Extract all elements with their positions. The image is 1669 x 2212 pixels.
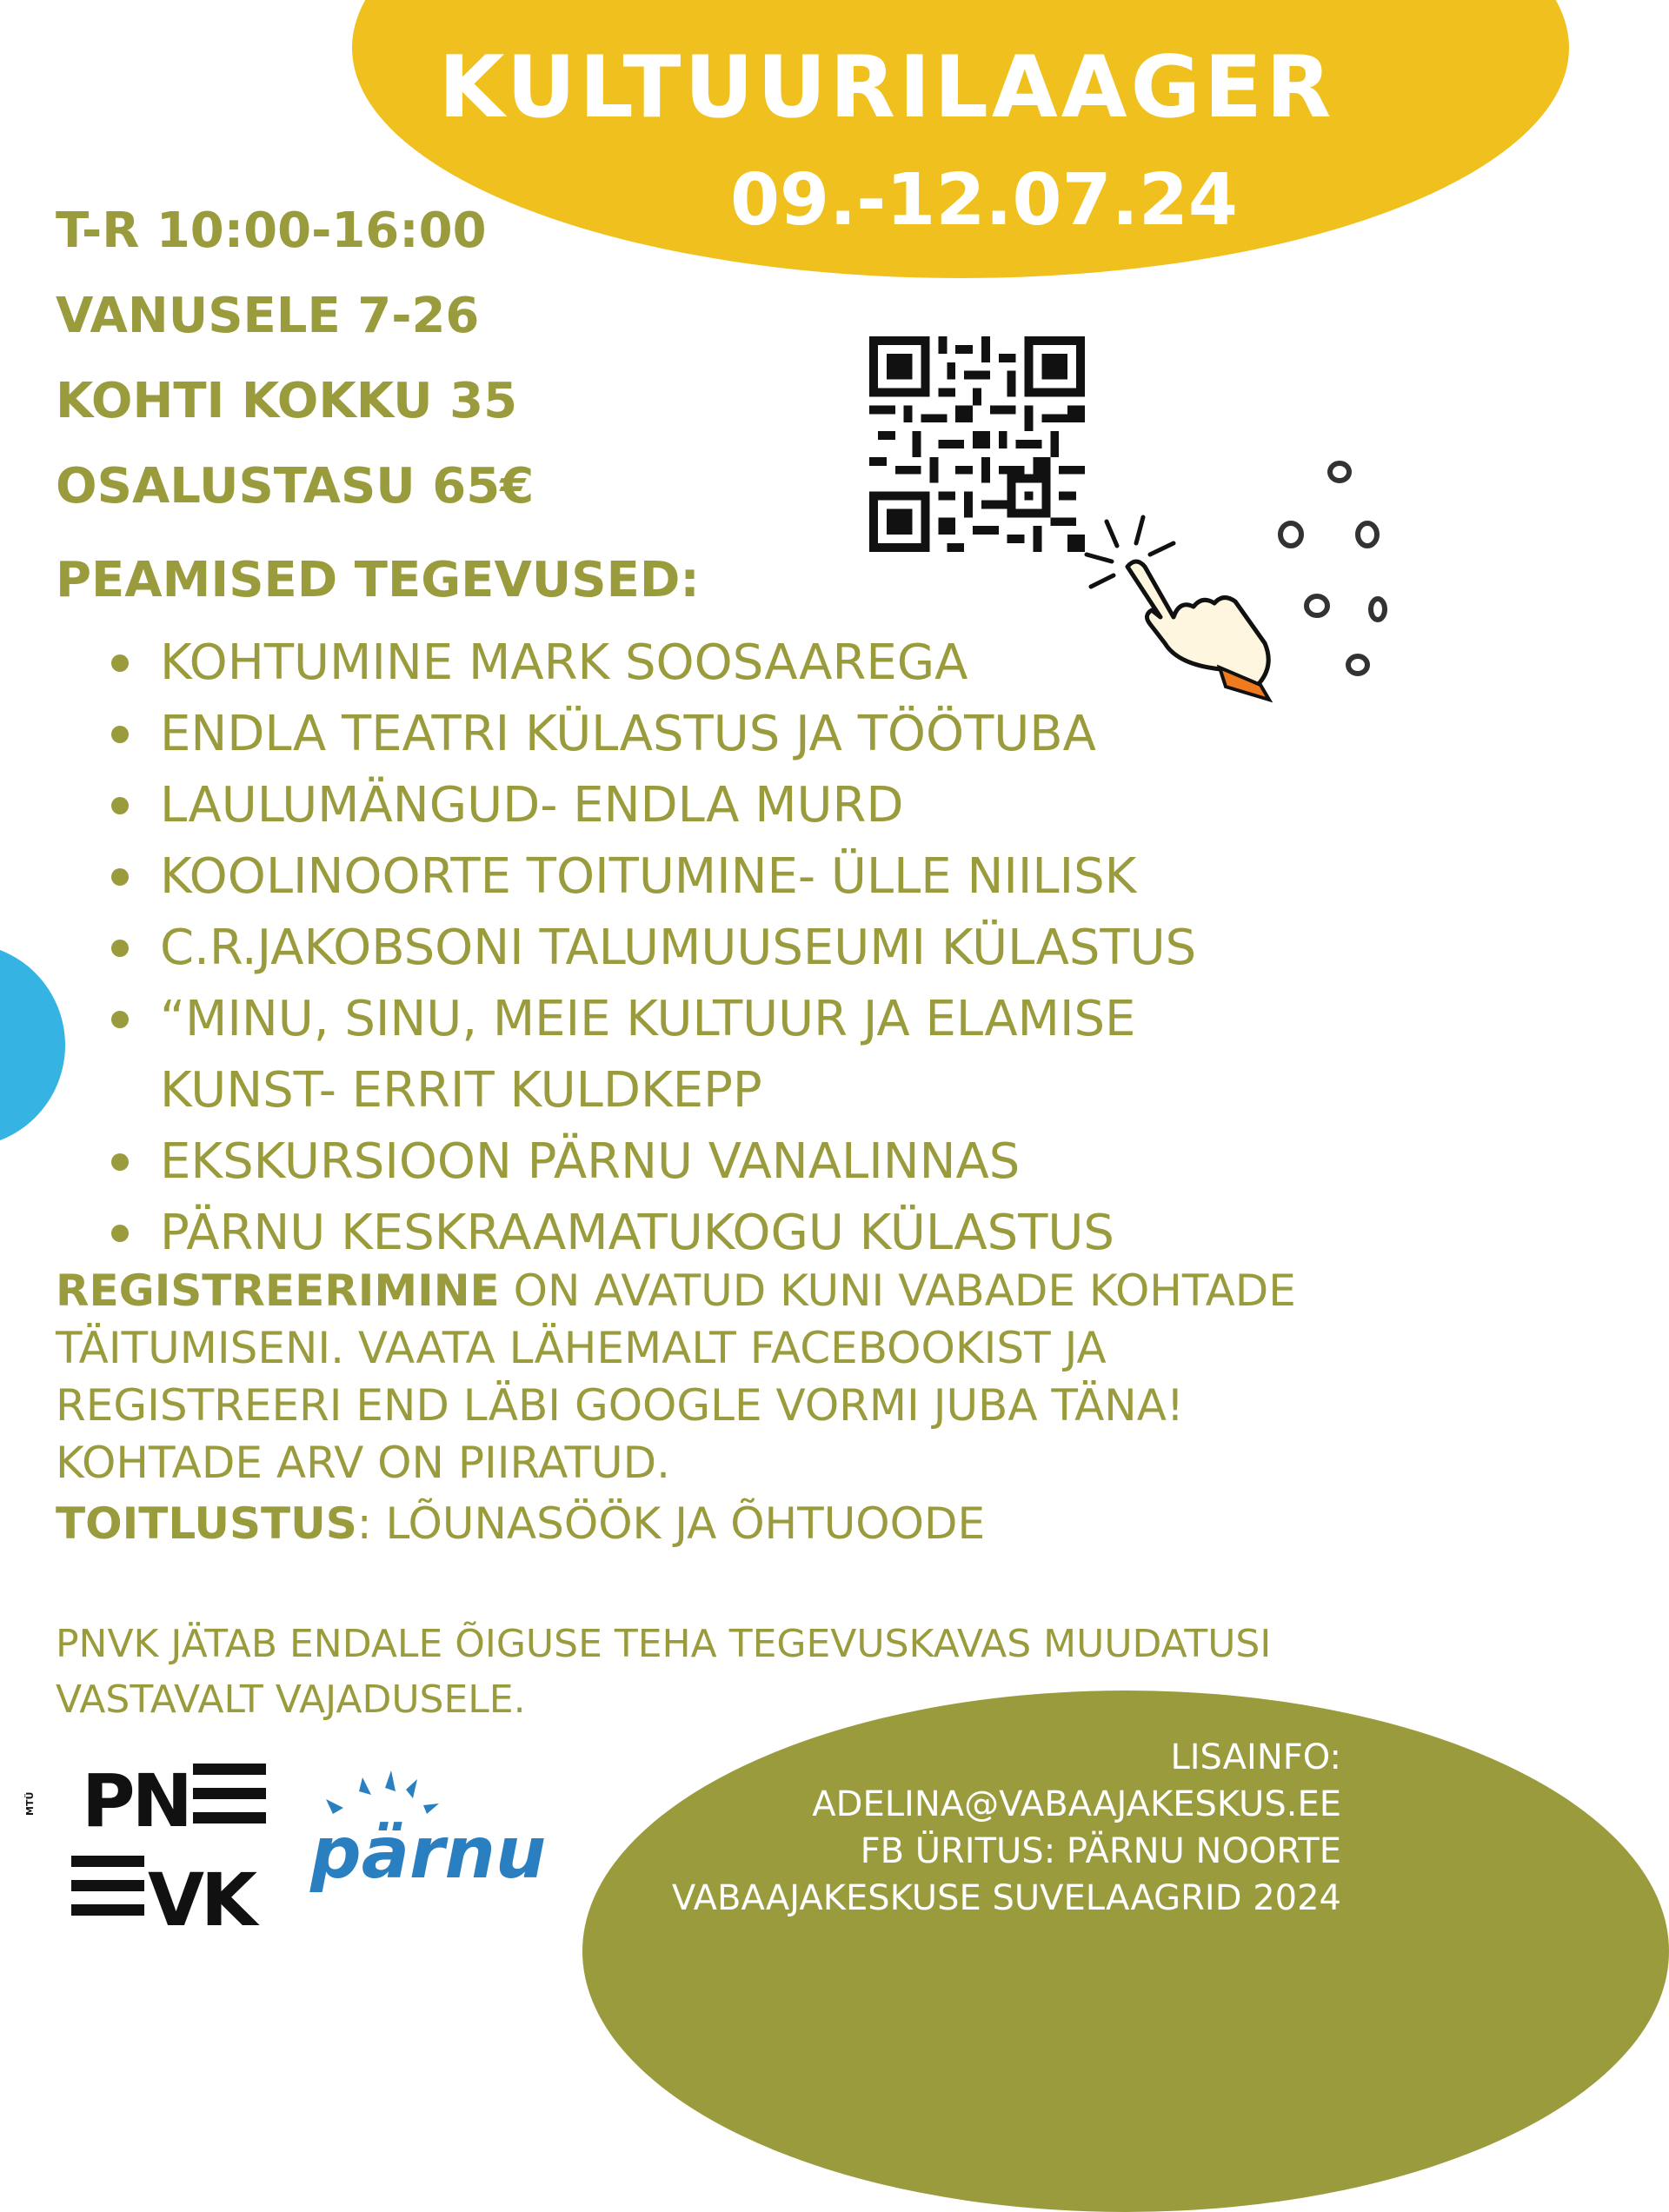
fb-event-line1: FB ÜRITUS: PÄRNU NOORTE xyxy=(860,1831,1341,1871)
decorative-rings-icon xyxy=(1260,448,1380,682)
registration-label: REGISTREERIMINE xyxy=(56,1265,500,1316)
catering-label: TOITLUSTUS xyxy=(56,1498,357,1549)
catering-text: : LÕUNASÖÖK JA ÕHTUOODE xyxy=(356,1498,986,1549)
list-item: KOOLINOORTE TOITUMINE- ÜLLE NIILISK xyxy=(111,841,1196,913)
registration-info xyxy=(56,1262,1368,1491)
blue-decor-circle xyxy=(0,943,65,1147)
activities-heading: PEAMISED TEGEVUSED: xyxy=(56,552,700,608)
bullet-icon xyxy=(111,868,129,886)
bullet-icon xyxy=(111,797,129,814)
fee-fact: OSALUSTASU 65€ xyxy=(56,458,535,515)
event-facts xyxy=(56,203,535,548)
bullet-icon xyxy=(111,654,129,672)
schedule-fact: T-R 10:00-16:00 xyxy=(56,203,487,259)
list-item: PÄRNU KESKRAAMATUKOGU KÜLASTUS xyxy=(111,1198,1196,1269)
list-item: C.R.JAKOBSONI TALUMUUSEUMI KÜLASTUS xyxy=(111,913,1196,984)
disclaimer: PNVK JÄTAB ENDALE ÕIGUSE TEHA TEGEVUSKAVAS MUUDATUSI VASTAVALT VAJADUSELE. xyxy=(56,1622,1272,1722)
pnvk-logo xyxy=(24,1758,269,1943)
parnu-logo-text: pärnu xyxy=(310,1812,547,1895)
bullet-icon xyxy=(111,726,129,743)
qr-code-icon[interactable] xyxy=(869,336,1085,552)
bullet-icon xyxy=(111,1011,129,1028)
pnvk-logo-small-text: MTÜ xyxy=(24,1791,36,1816)
pnvk-logo-bottom-text: VK xyxy=(148,1857,255,1943)
contact-info xyxy=(672,1734,1341,1922)
age-fact: VANUSELE 7-26 xyxy=(56,288,480,344)
bullet-icon xyxy=(111,1225,129,1242)
info-label: LISAINFO: xyxy=(1170,1737,1341,1777)
list-item: ENDLA TEATRI KÜLASTUS JA TÖÖTUBA xyxy=(111,699,1196,770)
page-title: KULTUURILAAGER xyxy=(438,38,1335,137)
contact-email[interactable]: ADELINA@VABAAJAKESKUS.EE xyxy=(812,1784,1341,1824)
registration-text: ON AVATUD KUNI VABADE KOHTADE TÄITUMISENI. VAATA LÄHEMALT FACEBOOKIST JA REGISTREERI END LÄBI GOOGLE VORMI JUBA TÄNA! KOHTADE ARV ON PIIRATUD. xyxy=(56,1265,1296,1488)
list-item: EKSKURSIOON PÄRNU VANALINNAS xyxy=(111,1126,1196,1198)
list-item: “MINU, SINU, MEIE KULTUUR JA ELAMISE KUNST- ERRIT KULDKEPP xyxy=(111,984,1196,1126)
list-item: KOHTUMINE MARK SOOSAAREGA xyxy=(111,628,1196,699)
bullet-icon xyxy=(111,940,129,957)
catering-info xyxy=(56,1495,985,1552)
places-fact: KOHTI KOKKU 35 xyxy=(56,373,518,429)
bullet-icon xyxy=(111,1153,129,1171)
parnu-logo xyxy=(309,1769,547,1908)
pnvk-logo-top-text: PN xyxy=(82,1758,190,1843)
event-dates: 09.-12.07.24 xyxy=(730,159,1238,242)
list-item: LAULUMÄNGUD- ENDLA MURD xyxy=(111,770,1196,841)
fb-event-line2: VABAAJAKESKUSE SUVELAAGRID 2024 xyxy=(671,1878,1341,1918)
activities-list xyxy=(111,628,1196,1269)
